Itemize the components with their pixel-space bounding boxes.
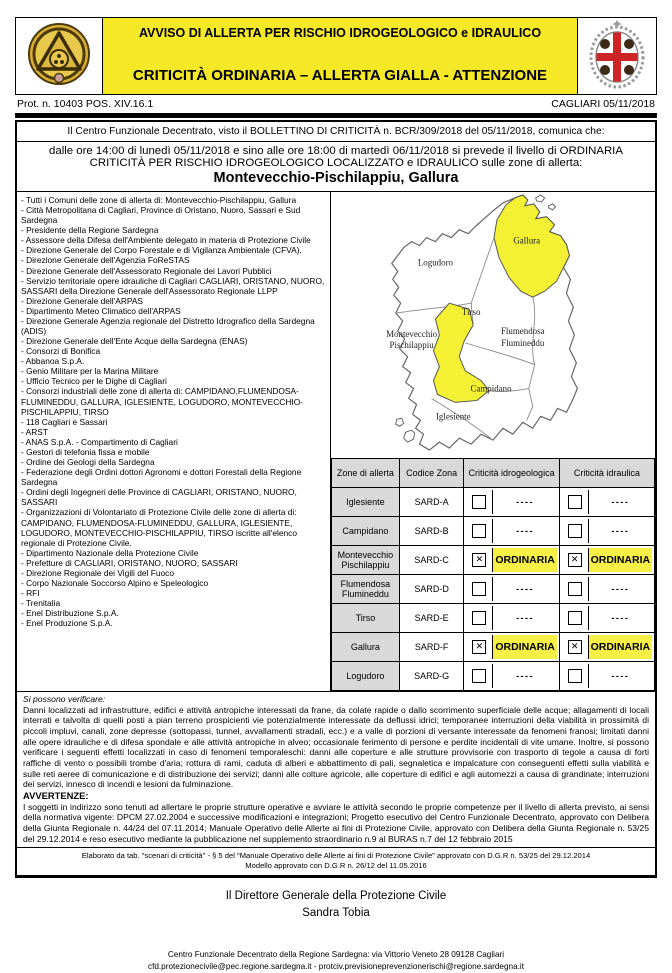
regione-sardegna-logo xyxy=(16,18,103,94)
criticality-value: ORDINARIA xyxy=(589,548,652,572)
criticality-value: ---- xyxy=(611,526,630,536)
protocol-date: CAGLIARI 05/11/2018 xyxy=(551,98,655,110)
alerted-zones-title: Montevecchio-Pischilappiu, Gallura xyxy=(213,170,459,186)
map-label-tirso: Tirso xyxy=(461,307,481,318)
checkbox-icon xyxy=(568,582,582,596)
criticality-value: ---- xyxy=(516,497,535,507)
zone-name-cell: Gallura xyxy=(332,633,400,662)
recipient-item: - Organizzazioni di Volontariato di Protezione Civile delle zone di allerta di: CAMPIDANO, FLUMENDOSA-FLUMINEDDU, GALLURA, IGLESIENTE, LOGUDORO, MONTEVECCHIO-PISCHILAPPIU, TIRSO iscritte all'elenco regionale di Protezione Civile. xyxy=(21,507,298,548)
recipient-item: - Consorzi di Bonifica xyxy=(21,346,101,357)
recipient-item: - Direzione Generale dell'Assessorato Regionale dei Lavori Pubblici xyxy=(21,265,272,276)
recipient-item: - Genio Militare per la Marina Militare xyxy=(21,366,159,377)
recipients-list xyxy=(21,195,325,628)
recipient-item: - 118 Cagliari e Sassari xyxy=(21,416,108,427)
hydrogeological-cell xyxy=(464,604,559,633)
checkbox-icon: ✕ xyxy=(472,553,486,567)
warnings-body: I soggetti in indirizzo sono tenuti ad allertare le proprie strutture operative e avviare le attività secondo le proprie competenze per il livello di allerta previsto, ai sensi della normativa vigente: DPCM 27.02.2004 e successive modificazioni e integrazioni; Progetto esecutivo del Centro Funzionale Decentrato, approvato con Delibera della Giunta Regionale n. 44/24 del 07.11.2014; Manuale Operativo delle Allerte ai fini di Protezione Civile, approvato con Delibera della Giunta Regionale n. 53/25 del 29.12.2014 e reso esecutivo mediante la pubblicazione nel supplemento straordinario n.9 al BURAS n.7 del 12 febbraio 2015 xyxy=(23,801,649,844)
hydraulic-cell xyxy=(559,633,654,662)
recipient-item: - Direzione Generale del Corpo Forestale e di Vigilanza Ambientale (CFVA). xyxy=(21,245,302,256)
map-label-montevecchio-1: Montevecchio xyxy=(386,328,438,339)
hydraulic-cell xyxy=(559,662,654,691)
title-cell xyxy=(103,18,577,94)
footnote-line1: Elaborato da tab. "scenari di criticità" - § 5 del "Manuale Operativo delle Allerte ai fini di Protezione Civile" approvato con D.G.R n. 53/25 del 29.12.2014 xyxy=(81,851,591,861)
hydraulic-cell xyxy=(559,517,654,546)
recipient-item: - Federazione degli Ordini dottori Agronomi e dottori Forestali della Regione Sardegna xyxy=(21,467,302,488)
zone-code-cell: SARD-A xyxy=(399,488,464,517)
regione-sardegna-seal-icon xyxy=(27,22,91,91)
zone-code-cell: SARD-F xyxy=(399,633,464,662)
hydrogeological-cell xyxy=(464,662,559,691)
hydrogeological-cell xyxy=(464,575,559,604)
signature-name: Sandra Tobia xyxy=(302,906,370,919)
table-row xyxy=(332,546,655,575)
alert-period-text: dalle ore 14:00 di lunedì 05/11/2018 e sino alle ore 18:00 di martedì 06/11/2018 si prevede il livello di ORDINARIA CRITICITÀ PER RISCHIO IDROGEOLOGICO LOCALIZZATO e IDRAULICO sulle zone di allerta: xyxy=(49,145,623,169)
table-row xyxy=(332,488,655,517)
checkbox-icon: ✕ xyxy=(472,640,486,654)
checkbox-icon xyxy=(568,669,582,683)
recipient-item: - Prefetture di CAGLIARI, ORISTANO, NUORO, SASSARI xyxy=(21,557,238,568)
map-table-column xyxy=(331,192,655,691)
recipient-item: - Città Metropolitana di Cagliari, Province di Oristano, Nuoro, Sassari e Sud Sardegna xyxy=(21,205,301,226)
col-header-hydraulic: Criticità idraulica xyxy=(559,459,654,488)
four-moors-crest-logo xyxy=(577,18,656,94)
map-label-iglesiente: Iglesiente xyxy=(435,411,471,422)
checkbox-icon xyxy=(472,611,486,625)
signature-role: Il Direttore Generale della Protezione Civile xyxy=(225,889,447,902)
zone-name-cell: Tirso xyxy=(332,604,400,633)
criticality-value: ---- xyxy=(516,613,535,623)
footnote xyxy=(17,848,655,875)
warnings-title: AVVERTENZE: xyxy=(23,789,89,801)
criticality-value: ORDINARIA xyxy=(589,635,652,659)
recipient-item: - Abbanoa S.p.A. xyxy=(21,356,85,367)
document-body xyxy=(15,120,657,878)
table-row xyxy=(332,575,655,604)
notice-title-line1: AVVISO DI ALLERTA PER RISCHIO IDROGEOLOGICO e IDRAULICO xyxy=(138,26,542,40)
recipient-item: - Direzione Generale dell'Ente Acque della Sardegna (ENAS) xyxy=(21,336,248,347)
table-header-row xyxy=(332,459,655,488)
intro-statement: Il Centro Funzionale Decentrato, visto il BOLLETTINO DI CRITICITÀ n. BCR/309/2018 del 05/11/2018, comunica che: xyxy=(17,122,655,142)
hydrogeological-cell xyxy=(464,546,559,575)
hydrogeological-cell xyxy=(464,517,559,546)
recipient-item: - ARST xyxy=(21,426,48,437)
map-label-campidano: Campidano xyxy=(470,383,512,394)
recipient-item: - Ordini degli Ingegneri delle Province di CAGLIARI, ORISTANO, NUORO, SASSARI xyxy=(21,487,297,508)
criticality-value: ---- xyxy=(611,497,630,507)
zone-name-cell: Logudoro xyxy=(332,662,400,691)
recipient-item: - Servizio territoriale opere idrauliche di Cagliari CAGLIARI, ORISTANO, NUORO, SASSARI della Direzione Generale dell'Assessorato Regionale LLPP xyxy=(21,275,325,296)
table-row xyxy=(332,604,655,633)
hydrogeological-cell xyxy=(464,488,559,517)
table-row xyxy=(332,633,655,662)
zone-code-cell: SARD-B xyxy=(399,517,464,546)
recipient-item: - Ufficio Tecnico per le Dighe di Cagliari xyxy=(21,376,167,387)
recipient-item: - Consorzi industriali delle zone di allerta di: CAMPIDANO,FLUMENDOSA-FLUMINEDDU, GALLURA, IGLESIENTE, LOGUDORO, MONTEVECCHIO-PISCHILAPPIU, TIRSO xyxy=(21,386,303,417)
effects-section xyxy=(17,692,655,848)
recipient-item: - Presidente della Regione Sardegna xyxy=(21,225,159,236)
zone-code-cell: SARD-D xyxy=(399,575,464,604)
alert-period-statement xyxy=(17,142,655,192)
footer-emails: cfd.protezionecivile@pec.regione.sardegna.it - protciv.previsioneprevenzionerischi@regione.sardegna.it xyxy=(147,962,524,972)
header-banner xyxy=(15,17,657,95)
map-label-logudoro: Logudoro xyxy=(417,257,454,268)
checkbox-icon xyxy=(472,524,486,538)
map-label-flumendosa-1: Flumendosa xyxy=(500,325,545,336)
col-header-code: Codice Zona xyxy=(399,459,464,488)
recipient-item: - Enel Produzione S.p.A. xyxy=(21,618,113,629)
effects-title: Si possono verificare: xyxy=(23,694,106,704)
checkbox-icon xyxy=(568,611,582,625)
zone-code-cell: SARD-G xyxy=(399,662,464,691)
zone-name-cell: Campidano xyxy=(332,517,400,546)
two-column-section xyxy=(17,192,655,692)
checkbox-icon xyxy=(568,495,582,509)
recipient-item: - RFI xyxy=(21,588,40,599)
alert-levels-table xyxy=(331,458,655,691)
sardinia-alert-map xyxy=(331,192,655,458)
map-label-gallura: Gallura xyxy=(513,235,541,246)
recipient-item: - Tutti i Comuni delle zone di allerta di: Montevecchio-Pischilappiu, Gallura xyxy=(21,195,297,205)
col-header-hydrogeological: Criticità idrogeologica xyxy=(464,459,559,488)
checkbox-icon: ✕ xyxy=(568,640,582,654)
checkbox-icon xyxy=(472,582,486,596)
divider-bar xyxy=(15,113,657,118)
recipient-item: - Corpo Nazionale Soccorso Alpino e Speleologico xyxy=(21,577,209,588)
recipient-item: - ANAS S.p.A. - Compartimento di Cagliari xyxy=(21,436,178,447)
recipient-item: - Direzione Generale Agenzia regionale del Distretto Idrografico della Sardegna (ADIS) xyxy=(21,315,315,337)
checkbox-icon xyxy=(472,495,486,509)
zone-code-cell: SARD-C xyxy=(399,546,464,575)
criticality-value: ---- xyxy=(611,671,630,681)
zone-name-cell: Flumendosa Flumineddu xyxy=(332,575,400,604)
protocol-row xyxy=(15,95,657,113)
criticality-value: ---- xyxy=(516,671,535,681)
criticality-value: ---- xyxy=(516,526,535,536)
recipient-item: - Direzione Generale dell'Agenzia FoReSTAS xyxy=(21,255,190,266)
recipient-item: - Gestori di telefonia fissa e mobile xyxy=(21,446,150,457)
checkbox-icon xyxy=(568,524,582,538)
recipient-item: - Assessore della Difesa dell'Ambiente delegato in materia di Protezione Civile xyxy=(21,235,311,246)
recipient-item: - Ordine dei Geologi della Sardegna xyxy=(21,457,155,468)
checkbox-icon: ✕ xyxy=(568,553,582,567)
map-label-flumendosa-2: Flumineddu xyxy=(501,337,545,348)
recipient-item: - Dipartimento Meteo Climatico dell'ARPAS xyxy=(21,305,181,316)
criticality-value: ORDINARIA xyxy=(493,635,556,659)
col-header-zone: Zone di allerta xyxy=(332,459,400,488)
zone-code-cell: SARD-E xyxy=(399,604,464,633)
effects-body: Danni localizzati ad infrastrutture, edifici e attività antropiche interessati da frane, da colate rapide o dallo scorrimento superficiale delle acque; allagamenti di locali interrati e talvolta di quelli posti a pian terreno prospicienti vie potenzialmente interessate da deflussi idrici; temporanee interruzioni della viabilità in prossimità di piccoli impluvi, canali, zone depresse (sottopassi, tunnel, avvallamenti stradali, ecc.) e a valle di porzioni di versante interessate da fenomeni franosi; limitati danni alle opere idrauliche e di difesa spondale e alle attività antropiche in alveo; occasionale ferimento di persone e perdite incidentali di vite umane. Inoltre, si possono verificare i seguenti effetti localizzati in caso di fenomeni temporaleschi: danni alle coperture e alle strutture provvisorie con trasporto di tegole a causa di forti raffiche di vento o possibili trombe d'aria; rottura di rami, caduta di alberi e abbattimento di pali, segnaletica e impalcature con conseguenti effetti sulla viabilità e sulle reti aeree di comunicazione e di distribuzione dei servizi; danni alle colture agricole, alle coperture di edifici e agli automezzi a causa di grandinate; interruzioni dei servizi, innesco di incendi e lesioni da fulminazione. xyxy=(23,704,649,790)
page-footer xyxy=(15,949,657,973)
criticality-value: ---- xyxy=(611,613,630,623)
footer-address: Centro Funzionale Decentrato della Regione Sardegna: via Vittorio Veneto 28 09128 Cagliari xyxy=(167,950,505,960)
recipient-item: - Direzione Generale dell'ARPAS xyxy=(21,295,144,306)
four-moors-crest-icon xyxy=(588,19,646,94)
protocol-number: Prot. n. 10403 POS. XIV.16.1 xyxy=(17,98,154,110)
hydraulic-cell xyxy=(559,604,654,633)
recipient-item: - Trenitalia xyxy=(21,598,61,609)
hydraulic-cell xyxy=(559,488,654,517)
alert-table-body xyxy=(332,488,655,691)
notice-title-line2: CRITICITÀ ORDINARIA – ALLERTA GIALLA - ATTENZIONE xyxy=(132,67,548,84)
recipient-item: - Dipartimento Nazionale della Protezione Civile xyxy=(21,547,199,558)
table-row xyxy=(332,517,655,546)
signature-block xyxy=(15,888,657,923)
recipient-item: - Direzione Regionale dei Vigili del Fuoco xyxy=(21,567,175,578)
recipients-column xyxy=(17,192,331,691)
table-row xyxy=(332,662,655,691)
zone-name-cell: Montevecchio Pischilappiu xyxy=(332,546,400,575)
hydraulic-cell xyxy=(559,546,654,575)
hydraulic-cell xyxy=(559,575,654,604)
zone-name-cell: Iglesiente xyxy=(332,488,400,517)
map-label-montevecchio-2: Pischilappiu xyxy=(389,339,434,350)
criticality-value: ---- xyxy=(611,584,630,594)
footnote-line2: Modello approvato con D.G.R n. 26/12 del 11.05.2016 xyxy=(245,861,427,871)
criticality-value: ---- xyxy=(516,584,535,594)
criticality-value: ORDINARIA xyxy=(493,548,556,572)
hydrogeological-cell xyxy=(464,633,559,662)
checkbox-icon xyxy=(472,669,486,683)
recipient-item: - Enel Distribuzione S.p.A. xyxy=(21,608,119,619)
